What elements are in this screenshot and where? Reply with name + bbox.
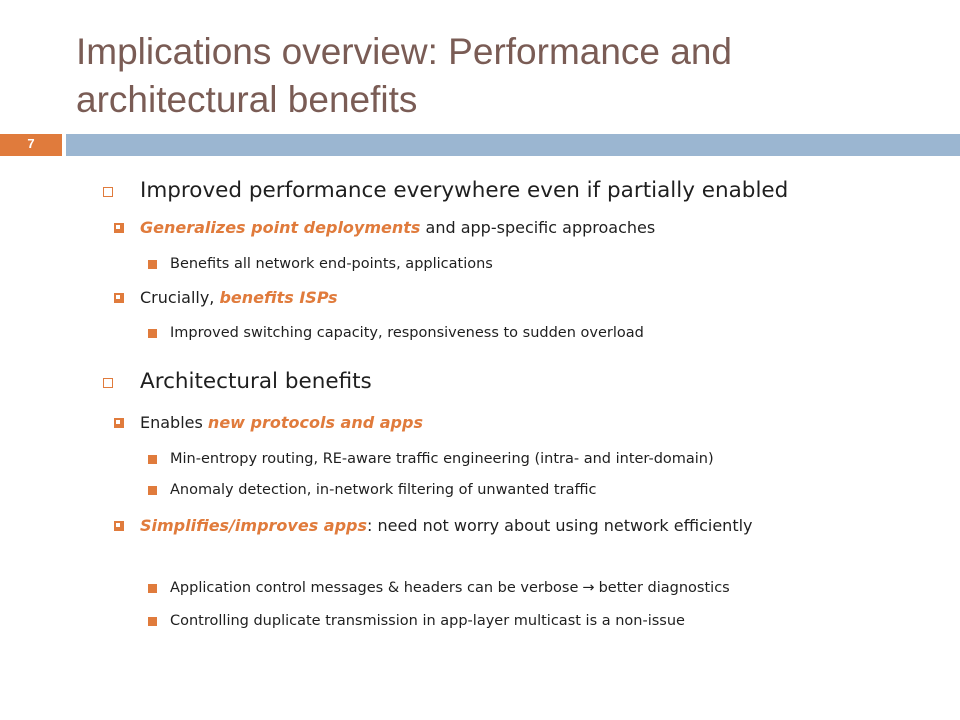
square-bullet-icon	[148, 584, 157, 593]
bullet-performance	[140, 177, 788, 205]
bullet-text: Min-entropy routing, RE-aware traffic engineering (intra- and inter-domain)	[170, 451, 714, 467]
right-arrow-icon: →	[582, 580, 595, 596]
bullet-text: Improved switching capacity, responsiveness to sudden overload	[170, 325, 644, 341]
bullet-switching-capacity	[170, 323, 950, 343]
bullet-text: Controlling duplicate transmission in app-layer multicast is a non-issue	[170, 613, 685, 629]
slide-number: 7	[27, 136, 35, 151]
boxed-bullet-icon	[114, 521, 124, 531]
bullet-generalizes	[140, 217, 940, 239]
slide-title: Implications overview: Performance and architectural benefits	[76, 31, 733, 120]
bullet-anomaly	[170, 480, 950, 500]
bullet-text: Anomaly detection, in-network filtering of unwanted traffic	[170, 482, 597, 498]
bullet-architectural	[140, 368, 372, 396]
square-bullet-icon	[148, 329, 157, 338]
bullet-simplifies	[140, 515, 840, 537]
bullet-text: Enables	[140, 413, 208, 432]
bullet-duplicate	[170, 611, 950, 631]
bullet-enables	[140, 412, 940, 434]
boxed-bullet-icon	[114, 223, 124, 233]
bullet-text: Improved performance everywhere even if partially enabled	[140, 178, 789, 203]
square-bullet-icon	[148, 455, 157, 464]
bullet-text: Crucially,	[140, 288, 220, 307]
bullet-verbose	[170, 578, 950, 598]
bullet-text: Application control messages & headers can be verbose	[170, 580, 579, 596]
emphasis-text: Simplifies/improves apps	[140, 516, 368, 535]
bullet-text: Architectural benefits	[140, 369, 372, 394]
bullet-text: and app-specific approaches	[420, 218, 656, 237]
bullet-text: Benefits all network end-points, applications	[170, 256, 493, 272]
bullet-text: : need not worry about using network efficiently	[367, 516, 753, 535]
bullet-text: better diagnostics	[598, 580, 730, 596]
header-band	[66, 134, 960, 156]
bullet-min-entropy	[170, 449, 950, 469]
square-bullet-icon	[148, 617, 157, 626]
hollow-square-bullet-icon	[103, 378, 113, 388]
square-bullet-icon	[148, 486, 157, 495]
boxed-bullet-icon	[114, 418, 124, 428]
square-bullet-icon	[148, 260, 157, 269]
bullet-benefits-endpoints	[170, 254, 950, 274]
emphasis-text: benefits ISPs	[219, 288, 338, 307]
emphasis-text: new protocols and apps	[207, 413, 423, 432]
boxed-bullet-icon	[114, 293, 124, 303]
emphasis-text: Generalizes point deployments	[140, 218, 421, 237]
bullet-crucially	[140, 287, 940, 309]
hollow-square-bullet-icon	[103, 187, 113, 197]
